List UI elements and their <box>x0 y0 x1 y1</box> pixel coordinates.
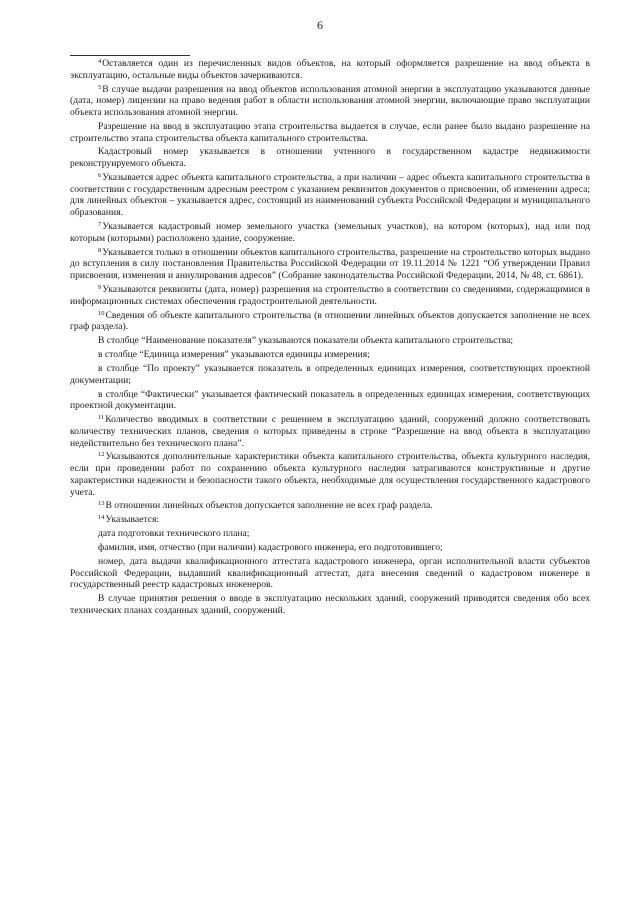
footnote-paragraph <box>70 542 590 554</box>
footnote-number: 7 <box>98 221 102 229</box>
footnote <box>70 58 590 81</box>
footnote-text: Разрешение на ввод в эксплуатацию этапа строительства выдается в случае, если ранее было выдано разрешение на строительство этапа строительства объекта капитального строительства. <box>70 120 590 144</box>
footnote-text: Указывается только в отношении объектов капитального строительства, разрешение на строительство которых выдано до вступления в силу постановления Правительства Российской Федерации от 19.11.2014 № 1221 “Об утверждении Правил присвоения, изменения и аннулирования адресов” (Собрание законодательства Российской Федерации, 2014, № 48, ст. 6861). <box>70 246 590 282</box>
footnote <box>70 221 590 244</box>
footnote-text: Указывается кадастровый номер земельного участка (земельных участков), на котором (которых), над или под которым (которыми) расположено здание, сооружение. <box>70 221 590 244</box>
footnote-text: Кадастровый номер указывается в отношении учтенного в государственном кадастре недвижимости реконструируемого объекта. <box>70 146 590 170</box>
footnote-paragraph <box>70 146 590 169</box>
footnote <box>70 310 590 333</box>
footnote-paragraph <box>70 389 590 412</box>
footnote-paragraph <box>70 593 590 616</box>
footnote-text: дата подготовки технического плана; <box>98 528 250 540</box>
footnote-number: 13 <box>98 500 105 508</box>
footnote-text: В случае принятия решения о вводе в эксплуатацию нескольких зданий, сооружений приводятся сведения обо всех технических планах созданных зданий, сооружений. <box>70 593 590 616</box>
footnote-text: В столбце “Наименование показателя” указываются показатели объекта капитального строительства; <box>98 335 514 347</box>
footnote <box>70 500 590 512</box>
footnote-number: 10 <box>98 309 105 317</box>
footnote-text: В отношении линейных объектов допускается заполнение не всех граф раздела. <box>105 500 433 512</box>
footnote-number: 12 <box>98 451 105 459</box>
footnote-text: Оставляется один из перечисленных видов объектов, на который оформляется разрешение на ввод объекта в эксплуатацию, остальные виды объектов зачеркиваются. <box>70 58 590 81</box>
footnote-number: 11 <box>98 414 105 422</box>
footnote-number: 6 <box>98 172 102 180</box>
footnote-text: В случае выдачи разрешения на ввод объектов использования атомной энергии в эксплуатацию указываются данные (дата, номер) лицензии на право ведения работ в области использования атомной энергии, включающие право эксплуатации объекта использования атомной энергии. <box>70 83 590 118</box>
footnote-paragraph <box>70 556 590 591</box>
footnote-number: 8 <box>98 246 102 254</box>
footnote-paragraph <box>70 363 590 386</box>
footnote <box>70 284 590 307</box>
footnote <box>70 84 590 119</box>
footnote-number: 4 <box>98 58 102 65</box>
footnote-text: в столбце “Единица измерения” указываются единицы измерения; <box>98 349 370 361</box>
footnote <box>70 514 590 526</box>
footnote <box>70 172 590 219</box>
footnote-paragraph <box>70 528 590 540</box>
footnote-separator <box>70 55 190 56</box>
footnote-number: 5 <box>98 83 102 91</box>
footnote-number: 14 <box>98 514 105 522</box>
footnotes-block <box>70 58 590 619</box>
footnote-text: Количество вводимых в соответствии с решением в эксплуатацию зданий, сооружений должно соответствовать количеству технических планов, сведения о которых приведены в строке “Разрешение на ввод объекта в эксплуатацию недействительно без технического плана”. <box>70 414 590 449</box>
footnote-paragraph <box>70 121 590 144</box>
footnote-number: 9 <box>98 283 102 291</box>
footnote-text: Указываются реквизиты (дата, номер) разрешения на строительство в соответствии со сведениями, содержащимися в информационных системах обеспечения градостроительной деятельности. <box>70 283 590 307</box>
footnote-text: в столбце “Фактически” указывается фактический показатель в определенных единицах измерения, соответствующих проектной документации. <box>70 388 590 412</box>
footnote-text: номер, дата выдачи квалификационного аттестата кадастрового инженера, орган исполнительной власти субъектов Российской Федерации, выдавший квалификационный аттестат, дата внесения сведений о кадастровом инженере в государственный реестр кадастровых инженеров. <box>70 555 590 591</box>
footnote-paragraph <box>70 335 590 347</box>
footnote-text: Указывается: <box>105 514 160 526</box>
footnote-text: Сведения об объекте капитального строительства (в отношении линейных объектов допускается заполнение не всех граф раздела). <box>70 309 590 333</box>
footnote-text: Указываются дополнительные характеристики объекта капитального строительства, объекта культурного наследия, если при проведении работ по сохранению объекта культурного наследия затрагиваются конструктивные и другие характеристики надежности и безопасности такого объекта, необходимые для осуществления государственного кадастрового учета. <box>70 451 590 498</box>
footnote <box>70 451 590 498</box>
footnote-text: фамилия, имя, отчество (при наличии) кадастрового инженера, его подготовившего; <box>98 542 443 554</box>
footnote-text: Указывается адрес объекта капитального строительства, а при наличии – адрес объекта капитального строительства в соответствии с государственным адресным реестром с указанием реквизитов документов о присвоении, об изменении адреса; для линейных объектов – указывается адрес, состоящий из наименований субъекта Российской Федерации и муниципального образования. <box>70 172 590 219</box>
footnote-paragraph <box>70 349 590 361</box>
footnote <box>70 247 590 282</box>
footnote-text: в столбце “По проекту” указывается показатель в определенных единицах измерения, соответствующих проектной документации; <box>70 362 590 386</box>
page-number: 6 <box>317 18 323 32</box>
footnote <box>70 414 590 449</box>
